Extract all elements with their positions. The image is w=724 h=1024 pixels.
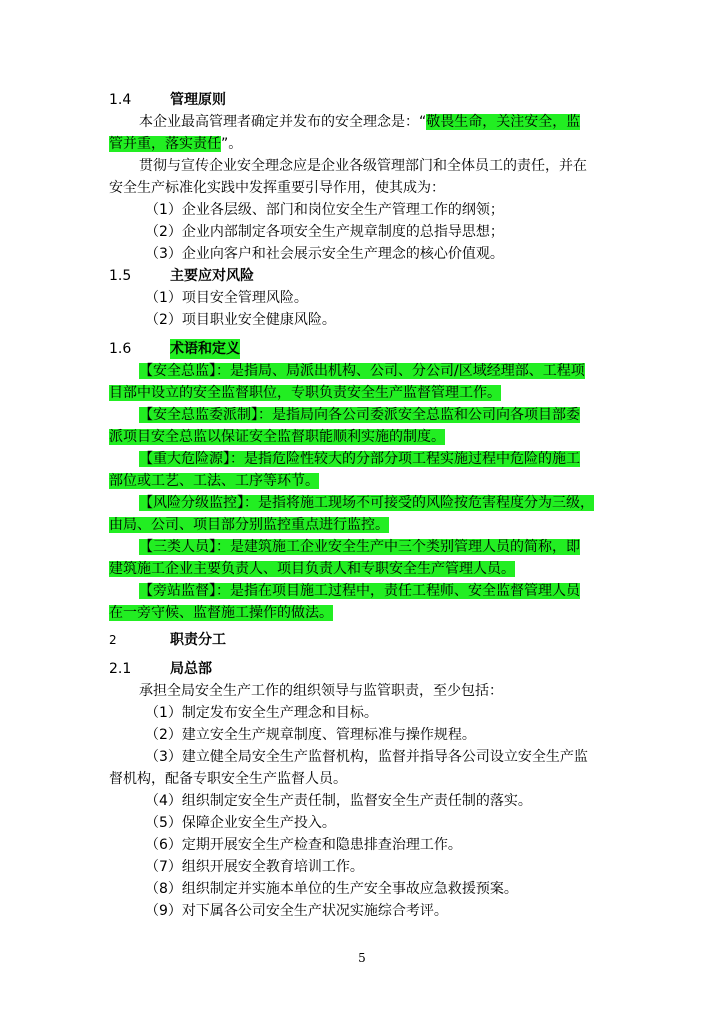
section-title: 局总部 xyxy=(170,661,212,677)
highlighted-text: 由局、公司、项目部分别监控重点进行监控。 xyxy=(109,517,389,533)
text: 本企业最高管理者确定并发布的安全理念是：“ xyxy=(139,114,427,130)
section-number: 1.6 xyxy=(109,341,132,357)
highlighted-text: 【旁站监督】：是指在项目施工过程中，责任工程师、安全监督管理人员 xyxy=(139,583,580,599)
highlighted-text: 敬畏生命，关注安全，监 xyxy=(426,114,581,130)
section-title: 管理原则 xyxy=(170,92,226,108)
highlighted-text: 【重大危险源】：是指危险性较大的分部分项工程实施过程中危险的施工 xyxy=(139,451,580,467)
highlighted-text: 在一旁守候、监督施工操作的做法。 xyxy=(109,605,333,621)
highlighted-text: 派项目安全总监以保证安全监督职能顺利实施的制度。 xyxy=(109,429,445,445)
highlighted-text: 部位或工艺、工法、工序等环节。 xyxy=(109,473,319,489)
highlighted-text: 【安全总监】：是指局、局派出机构、公司、分公司/区域经理部、工程项 xyxy=(139,363,585,379)
highlighted-text: 【三类人员】：是建筑施工企业安全生产中三个类别管理人员的简称，即 xyxy=(139,539,580,555)
highlighted-text: 建筑施工企业主要负责人、项目负责人和专职安全生产管理人员。 xyxy=(109,561,515,577)
highlighted-text: 目部中设立的安全监督职位，专职负责安全生产监督管理工作。 xyxy=(109,385,501,401)
section-number: 1.4 xyxy=(109,92,132,108)
section-number: 2.1 xyxy=(109,661,132,677)
section-number: 1.5 xyxy=(109,268,132,284)
highlighted-text: 管并重，落实责任 xyxy=(109,136,221,152)
section-title: 职责分工 xyxy=(170,632,226,648)
section-title: 主要应对风险 xyxy=(170,268,254,284)
section-title: 术语和定义 xyxy=(170,341,240,357)
section-number: 2 xyxy=(109,633,117,647)
text: ”。 xyxy=(221,136,243,152)
highlighted-text: 【安全总监委派制】：是指局向各公司委派安全总监和公司向各项目部委 xyxy=(139,407,580,423)
highlighted-text: 【风险分级监控】：是指将施工现场不可接受的风险按危害程度分为三级， xyxy=(139,495,594,511)
page-number: 5 xyxy=(358,951,366,965)
